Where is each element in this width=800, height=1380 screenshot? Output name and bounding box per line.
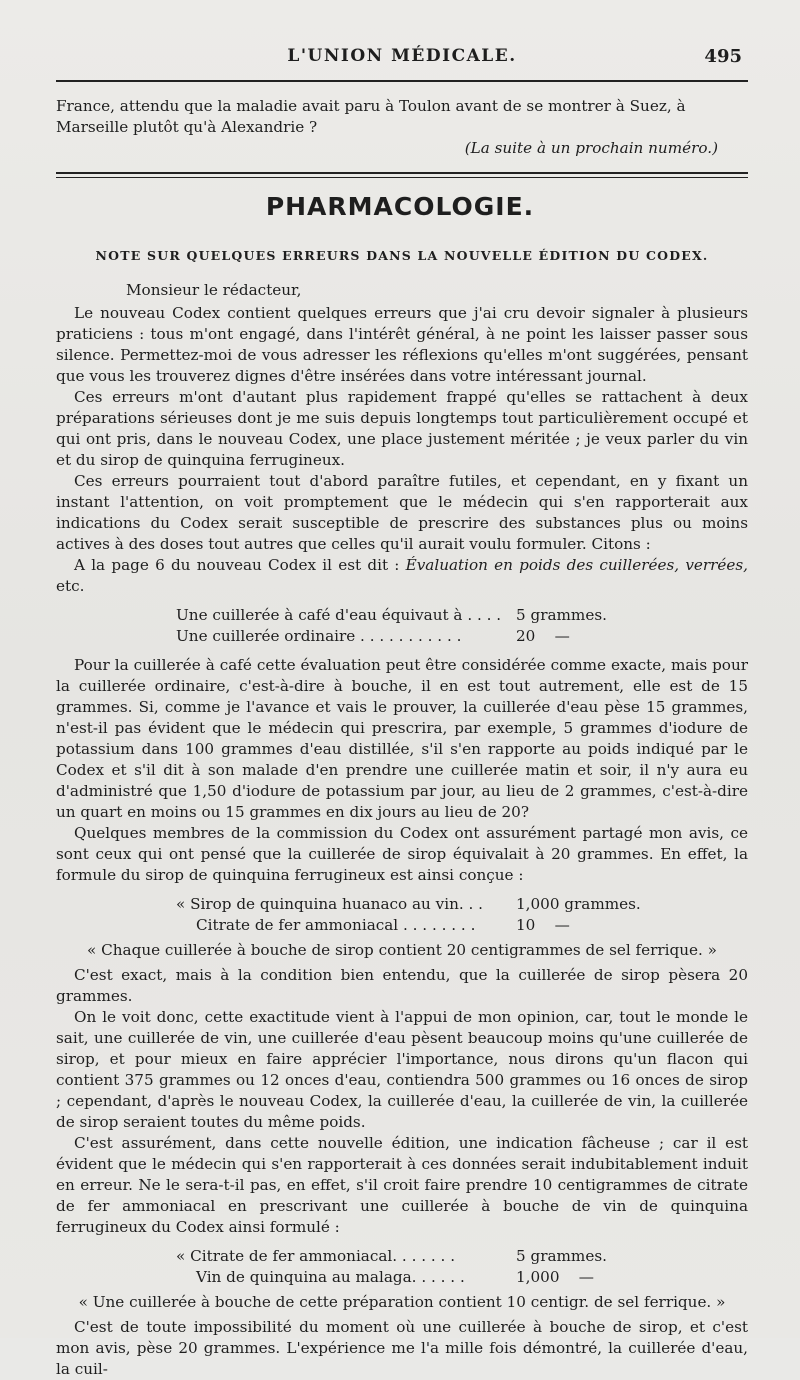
paragraph-1: Le nouveau Codex contient quelques erreurs que j'ai cru devoir signaler à plusieurs praticiens : tous m'ont engagé, dans l'intérêt général, à ne point les laisser passer sous silence. Permettez-moi de vous adresser les réflexions qu'elles m'ont suggérées, pensant que vous les trouverez dignes d'être insérées dans votre intéressant journal.	[56, 304, 748, 385]
weights-value: 20 —	[516, 627, 570, 645]
paragraph-6: Quelques membres de la commission du Codex ont assurément partagé mon avis, ce sont ceux qui ont pensé que la cuillerée de sirop équivalait à 20 grammes. En effet, la formule du sirop de quinquina ferrugineux est ainsi conçue :	[56, 824, 748, 884]
paragraph-10: C'est de toute impossibilité du moment où une cuillerée à bouche de sirop, et c'est mon avis, pèse 20 grammes. L'expérience me l'a mille fois démontré, la cuillerée d'eau, la cuil-	[56, 1318, 748, 1378]
formula-label: « Citrate de fer ammoniacal. . . . . . .	[176, 1247, 456, 1265]
formula-value: 1,000 grammes.	[516, 895, 641, 913]
paragraph-4-end: etc.	[56, 577, 85, 595]
section-rule-bottom	[56, 177, 748, 178]
running-title: L'UNION MÉDICALE.	[287, 46, 517, 66]
section-rule-top	[56, 172, 748, 174]
syrup-formula	[176, 894, 748, 936]
section-title: PHARMACOLOGIE.	[265, 192, 535, 221]
wine-quote: « Une cuillerée à bouche de cette préparation contient 10 centigr. de sel ferrique. »	[78, 1293, 726, 1311]
paragraph-5: Pour la cuillerée à café cette évaluation peut être considérée comme exacte, mais pour la cuillerée ordinaire, c'est-à-dire à bouche, il en est tout autrement, elle est de 15 grammes. Si, comme je l'avance et vais le prouver, la cuillerée d'eau pèse 15 grammes, n'est-il pas évident que le médecin qui prescrira, par exemple, 5 grammes d'iodure de potassium dans 100 grammes d'eau distillée, s'il s'en rapporte au poids indiqué par le Codex et s'il dit à son malade d'en prendre une cuillerée matin et soir, il n'y aura eu d'administré que 1,50 d'iodure de potassium par jour, au lieu de 2 grammes, c'est-à-dire un quart en moins ou 15 grammes en dix jours au lieu de 20?	[56, 656, 748, 821]
weights-row	[176, 605, 748, 626]
paragraph-4-start: A la page 6 du nouveau Codex il est dit :	[74, 556, 406, 574]
wine-formula	[176, 1246, 748, 1288]
intro-line-1: France, attendu que la maladie avait paru à Toulon avant de se montrer à Suez, à	[56, 97, 686, 115]
article-body	[56, 280, 748, 1380]
syrup-quote: « Chaque cuillerée à bouche de sirop contient 20 centigrammes de sel ferrique. »	[87, 941, 717, 959]
paragraph-4-italic: Évaluation en poids des cuillerées, verrées,	[405, 556, 749, 574]
header-rule	[56, 80, 748, 82]
page-header	[56, 46, 748, 72]
paragraph-3: Ces erreurs pourraient tout d'abord paraître futiles, et cependant, en y fixant un instant l'attention, on voit promptement que le médecin qui s'en rapporterait aux indications du Codex serait susceptible de prescrire des substances plus ou moins actives à des doses tout autres que celles qu'il aurait voulu formuler. Citons :	[56, 472, 748, 553]
weights-value: 5 grammes.	[516, 606, 607, 624]
weights-label: Une cuillerée ordinaire . . . . . . . . . . .	[176, 627, 462, 645]
formula-row	[176, 894, 748, 915]
formula-row	[176, 1267, 748, 1288]
formula-row	[176, 1246, 748, 1267]
weights-label: Une cuillerée à café d'eau équivaut à . . . .	[176, 606, 502, 624]
salutation: Monsieur le rédacteur,	[126, 281, 302, 299]
formula-label: « Sirop de quinquina huanaco au vin. . .	[176, 895, 483, 913]
paragraph-2: Ces erreurs m'ont d'autant plus rapidement frappé qu'elles se rattachent à deux préparations sérieuses dont je me suis depuis longtemps tout particulièrement occupé et qui ont pris, dans le nouveau Codex, une place justement méritée ; je veux parler du vin et du sirop de quinquina ferrugineux.	[56, 388, 748, 469]
paragraph-4	[56, 555, 748, 597]
paragraph-7: C'est exact, mais à la condition bien entendu, que la cuillerée de sirop pèsera 20 grammes.	[56, 966, 748, 1005]
formula-label: Citrate de fer ammoniacal . . . . . . . .	[196, 916, 476, 934]
weights-row	[176, 626, 748, 647]
paragraph-9: C'est assurément, dans cette nouvelle édition, une indication fâcheuse ; car il est évident que le médecin qui s'en rapporterait à ces données serait indubitablement induit en erreur. Ne le sera-t-il pas, en effet, s'il croit faire prendre 10 centigrammes de citrate de fer ammoniacal en prescrivant une cuillerée à bouche de vin de quinquina ferrugineux du Codex ainsi formulé :	[56, 1134, 748, 1236]
formula-value: 10 —	[516, 916, 570, 934]
intro-line-2: Marseille plutôt qu'à Alexandrie ?	[56, 118, 318, 136]
formula-value: 5 grammes.	[516, 1247, 607, 1265]
continued-note: (La suite à un prochain numéro.)	[464, 139, 718, 157]
intro-paragraph	[56, 96, 748, 159]
article-subtitle: NOTE SUR QUELQUES ERREURS DANS LA NOUVELLE ÉDITION DU CODEX.	[95, 248, 709, 263]
page-number: 495	[704, 46, 742, 67]
formula-value: 1,000 —	[516, 1268, 594, 1286]
paragraph-8: On le voit donc, cette exactitude vient à l'appui de mon opinion, car, tout le monde le sait, une cuillerée de vin, une cuillerée d'eau pèsent beaucoup moins qu'une cuillerée de sirop, et pour mieux en faire apprécier l'importance, nous dirons qu'un flacon qui contient 375 grammes ou 12 onces d'eau, contiendra 500 grammes ou 16 onces de sirop ; cependant, d'après le nouveau Codex, la cuillerée d'eau, la cuillerée de vin, la cuillerée de sirop seraient toutes du même poids.	[56, 1008, 748, 1131]
formula-row	[176, 915, 748, 936]
formula-label: Vin de quinquina au malaga. . . . . .	[196, 1268, 465, 1286]
weights-table	[176, 605, 748, 647]
